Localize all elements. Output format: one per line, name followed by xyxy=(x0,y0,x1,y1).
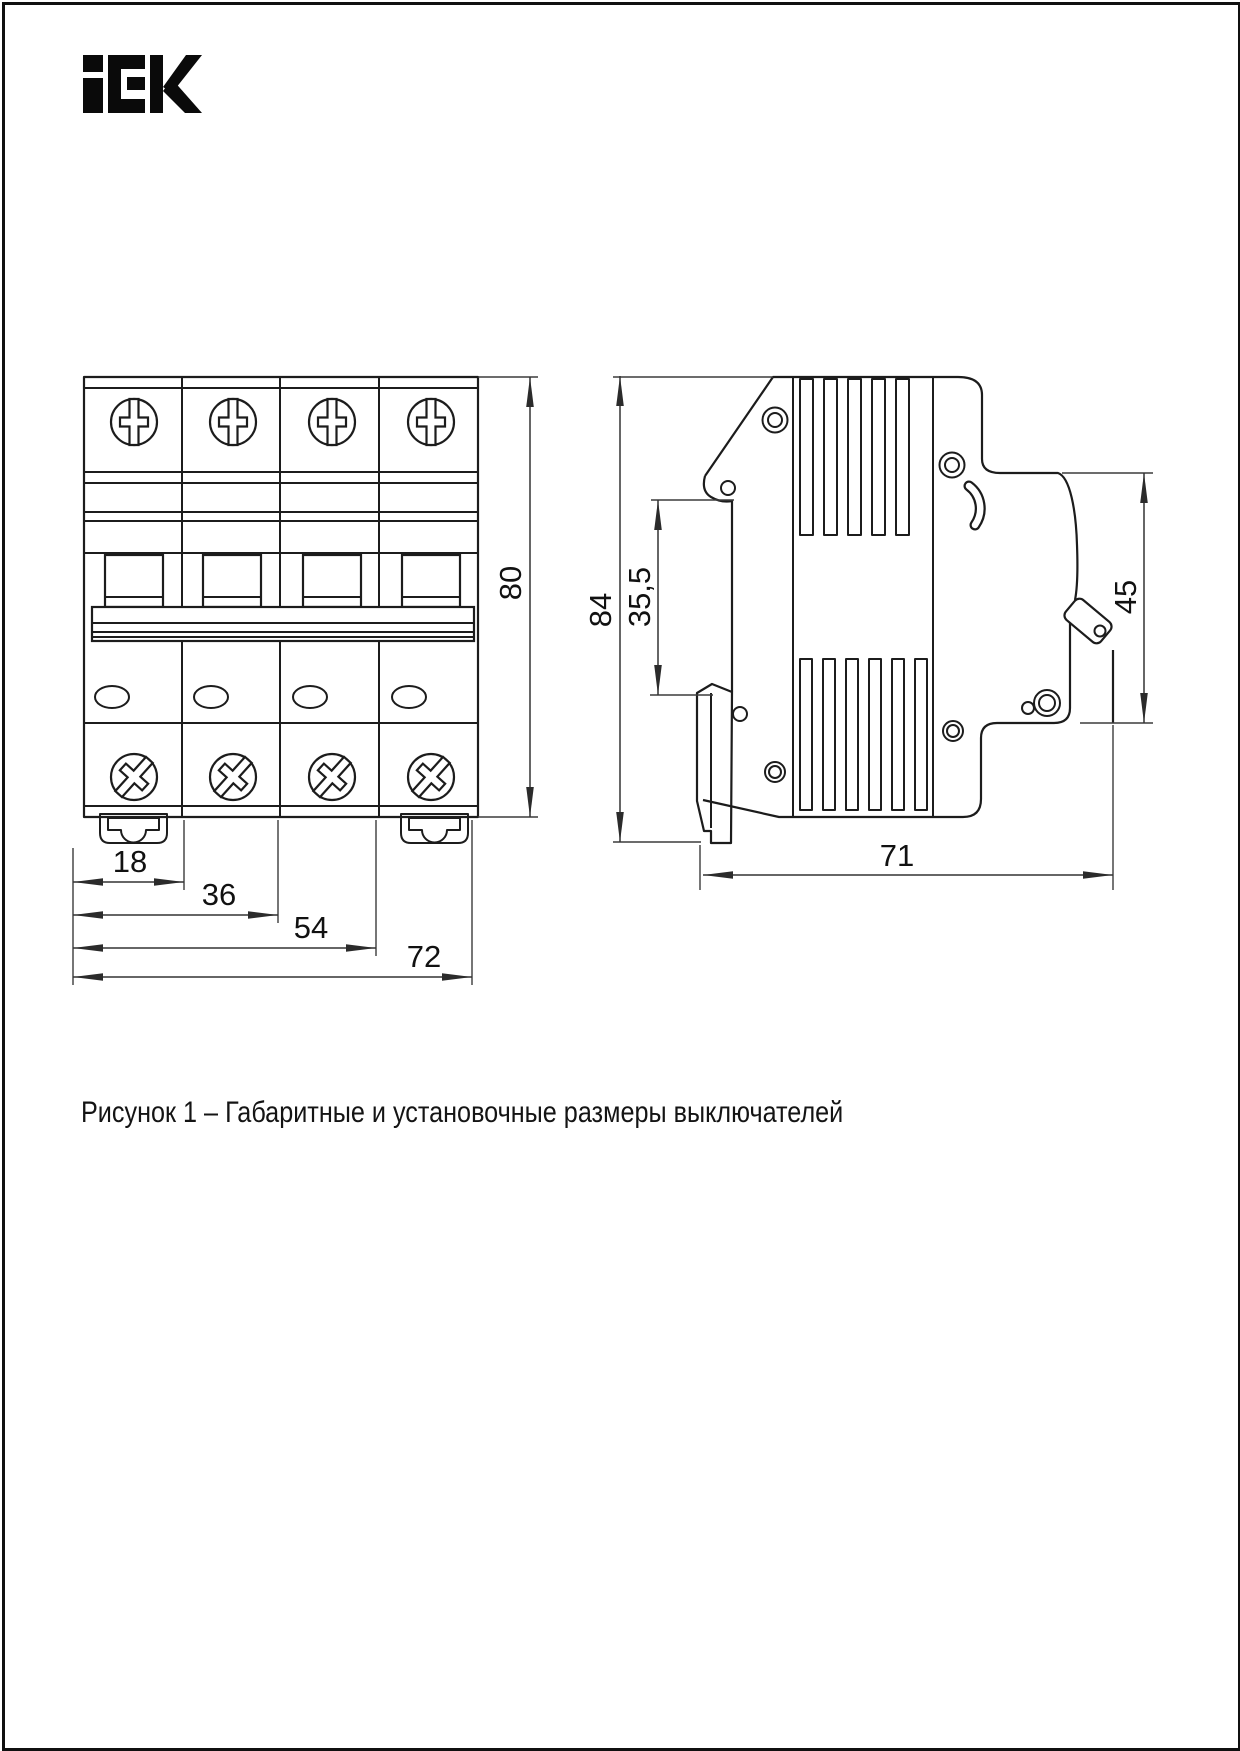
dimensions xyxy=(73,376,1153,985)
bottom-terminal-screws xyxy=(107,750,457,804)
dim-label-36: 36 xyxy=(201,877,237,912)
rivets xyxy=(721,408,1060,783)
indicator-windows xyxy=(95,686,426,708)
vent-ribs-lower xyxy=(800,659,927,810)
side-body-upper xyxy=(705,377,1077,600)
curved-slot xyxy=(969,486,980,525)
toggle-handles xyxy=(105,555,460,607)
dim-label-54: 54 xyxy=(293,910,329,945)
din-clips xyxy=(100,814,468,843)
top-terminal-screws xyxy=(111,399,454,445)
vent-ribs-upper xyxy=(800,379,909,535)
din-latch xyxy=(697,684,732,843)
dim-label-18: 18 xyxy=(112,844,148,879)
figure-caption: Рисунок 1 – Габаритные и установочные размеры выключателей xyxy=(81,1096,844,1129)
dim-label-71: 71 xyxy=(879,838,915,873)
iek-logo xyxy=(83,55,202,113)
dim-label-45: 45 xyxy=(1108,579,1143,615)
dim-label-84: 84 xyxy=(583,592,618,628)
dim-label-80: 80 xyxy=(493,565,528,601)
side-view xyxy=(697,377,1114,843)
dim-label-72: 72 xyxy=(406,939,442,974)
front-view xyxy=(84,377,478,843)
dim-label-35-5: 35,5 xyxy=(622,566,657,628)
din-recess xyxy=(704,476,732,692)
side-body-lower xyxy=(703,614,1070,817)
interlock-bar xyxy=(92,607,474,641)
